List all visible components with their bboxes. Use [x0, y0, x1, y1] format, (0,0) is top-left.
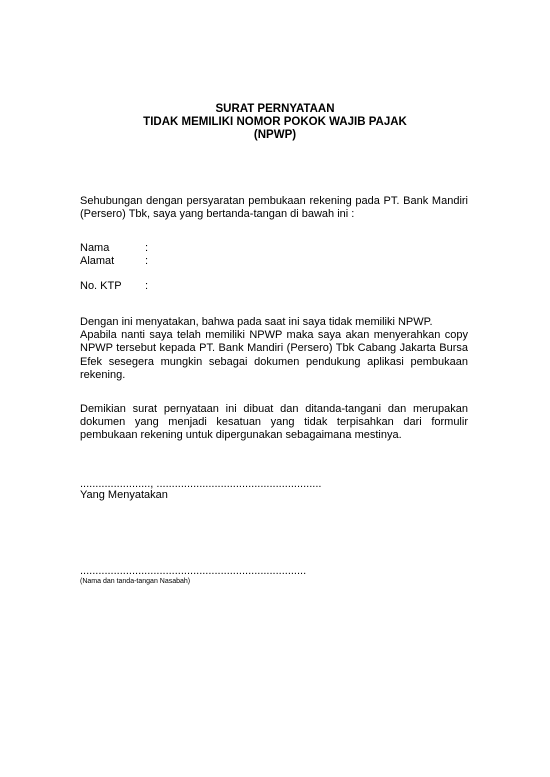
statement-body: Apabila nanti saya telah memiliki NPWP maka saya akan menyerahkan copy NPWP tersebut kepada PT. Bank Mandiri (Persero) Tbk Cabang Jakarta Bursa Efek sesegera mungkin sebagai dokumen pendukung aplikasi pembukaan rekening. [80, 329, 468, 381]
title-line-3: (NPWP) [253, 129, 297, 141]
signature-line: .......................................................................... [80, 565, 307, 577]
closing-paragraph: Demikian surat pernyataan ini dibuat dan ditanda-tangani dan merupakan dokumen yang menjadi kesatuan yang tidak terpisahkan dari formulir pembukaan rekening untuk dipergunakan sebagaimana mestinya. [80, 403, 468, 442]
intro-paragraph: Sehubungan dengan persyaratan pembukaan rekening pada PT. Bank Mandiri (Persero) Tbk, saya yang bertanda-tangan di bawah ini : [80, 195, 468, 221]
document-title [0, 103, 550, 142]
title-line-1: SURAT PERNYATAAN [215, 103, 335, 115]
title-line-2: TIDAK MEMILIKI NOMOR POKOK WAJIB PAJAK [143, 116, 407, 128]
field-nama-separator: : [145, 242, 149, 254]
statement-line-1: Dengan ini menyatakan, bahwa pada saat ini saya tidak memiliki NPWP. [80, 316, 433, 328]
field-ktp-label: No. KTP [80, 280, 122, 292]
field-nama-label: Nama [80, 242, 110, 254]
field-ktp [80, 280, 148, 293]
signature-caption: (Nama dan tanda-tangan Nasabah) [80, 578, 191, 585]
field-alamat [80, 255, 148, 268]
field-ktp-separator: : [145, 280, 149, 292]
signer-label: Yang Menyatakan [80, 489, 168, 501]
field-nama [80, 242, 148, 255]
place-date-line: ......................., ...................................................... [80, 478, 322, 490]
field-alamat-label: Alamat [80, 255, 115, 267]
statement-paragraph [80, 316, 468, 382]
field-alamat-separator: : [145, 255, 149, 267]
